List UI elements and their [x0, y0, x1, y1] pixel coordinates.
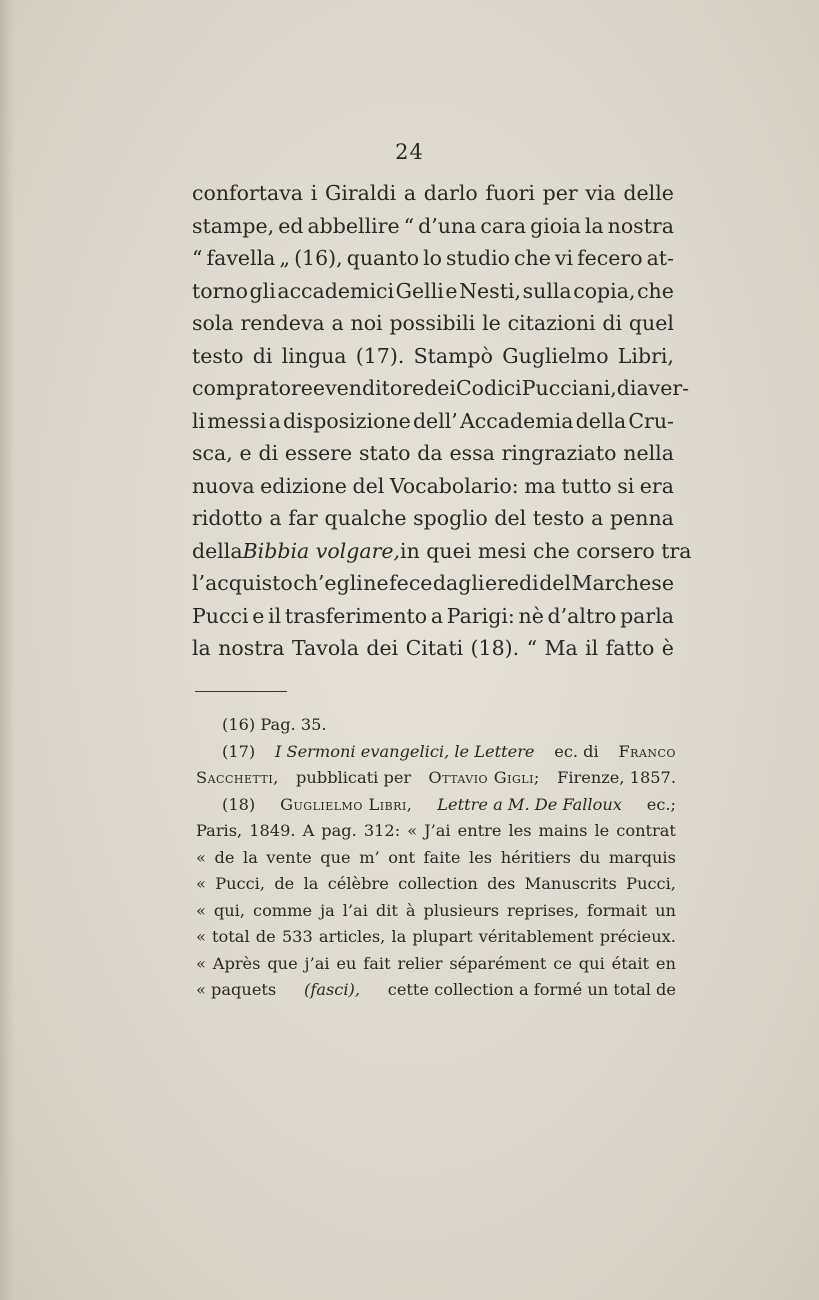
word: le — [594, 821, 610, 840]
word: « — [407, 821, 418, 840]
word: far — [288, 506, 318, 530]
text-line — [192, 437, 674, 470]
word: a — [331, 311, 344, 335]
word: del — [539, 571, 571, 595]
word: e — [445, 278, 458, 303]
footnotes — [196, 712, 676, 1004]
word: « — [196, 927, 206, 946]
footnote-18-cont — [196, 977, 676, 1004]
word: la — [192, 636, 211, 660]
word: célèbre — [327, 874, 389, 893]
word: torno — [192, 278, 248, 303]
page-number: 24 — [395, 140, 424, 164]
word: ringraziato — [501, 441, 617, 465]
word: della — [575, 408, 627, 433]
text-line — [192, 307, 674, 340]
word: Gelli — [395, 278, 444, 303]
footnote-18 — [196, 792, 676, 819]
word: e — [312, 376, 326, 400]
word: entre — [457, 821, 502, 840]
word: pag. — [321, 821, 357, 840]
word: 1849. — [249, 821, 296, 840]
word: « — [196, 847, 206, 867]
word: des — [487, 874, 516, 893]
word: Citati — [405, 636, 464, 660]
word: Marchese — [571, 571, 674, 595]
text-line — [192, 632, 674, 665]
word: 533 — [281, 927, 313, 946]
word: l’acquisto — [192, 571, 293, 595]
word: faite — [423, 847, 461, 867]
word: d’altro — [547, 603, 617, 628]
word: a — [430, 603, 444, 628]
word: e — [239, 441, 252, 465]
word: lo — [423, 246, 442, 270]
word: dei — [366, 636, 399, 660]
word: sulla — [522, 278, 572, 303]
text-line — [192, 372, 690, 405]
word: Pucciani, — [521, 376, 617, 400]
word: rendeva — [240, 311, 325, 335]
word: les — [508, 821, 532, 840]
word: formait — [586, 900, 648, 920]
word: « — [196, 900, 206, 920]
footnote-18-cont — [196, 924, 676, 951]
word: nostra — [218, 636, 285, 660]
word: ne — [363, 571, 389, 595]
word: penna — [610, 506, 674, 530]
word: parla — [620, 603, 674, 628]
footnote-author: Franco — [618, 741, 676, 761]
word: dit — [375, 900, 398, 920]
word: Pucci — [192, 603, 249, 628]
word: at- — [646, 246, 674, 270]
word: collection — [398, 874, 478, 893]
word: « — [196, 874, 206, 893]
word: la — [391, 927, 407, 946]
word: ed — [278, 213, 304, 238]
word: de — [214, 847, 235, 867]
word: studio — [446, 246, 510, 270]
word: fece — [389, 571, 433, 595]
word: j’ai — [304, 953, 330, 973]
word: séparément — [449, 953, 547, 973]
word: Pucci, — [215, 874, 265, 893]
word: ce — [553, 953, 572, 973]
word: dei — [424, 376, 456, 400]
footnote-title: Lettre a M. De Falloux — [437, 794, 622, 814]
word: „ — [279, 246, 291, 270]
footnote-editor: Ottavio Gigli; — [428, 768, 540, 787]
page-edge-shadow — [0, 0, 14, 1300]
word: m’ — [359, 847, 380, 867]
word: qui, — [213, 900, 246, 920]
text-line — [192, 405, 674, 438]
text-line — [192, 567, 674, 600]
word: était — [611, 953, 650, 973]
word: fuori — [485, 181, 535, 205]
word: darlo — [423, 181, 478, 205]
word: ridotto — [192, 506, 263, 530]
footnote-17 — [196, 739, 676, 766]
word: citazioni — [507, 311, 596, 335]
word: vente — [266, 847, 312, 867]
word: si — [617, 473, 635, 498]
word: total — [212, 927, 250, 946]
footnote-text: cette collection a formé un total de — [387, 980, 676, 999]
word: articles, — [318, 927, 386, 946]
word: (18). — [470, 636, 520, 660]
word: Accademia — [459, 408, 574, 433]
word: véritablement — [478, 927, 594, 946]
footnote-text: pubblicati per — [296, 768, 412, 787]
word: fait — [363, 953, 391, 973]
word: Codici — [455, 376, 522, 400]
word: nè — [518, 603, 544, 628]
word: a — [591, 506, 604, 530]
text-segment: della — [192, 538, 243, 563]
word: du — [579, 847, 601, 867]
word: essa — [449, 441, 495, 465]
word: nella — [623, 441, 674, 465]
word: che — [637, 278, 674, 303]
word: « — [196, 953, 206, 973]
word: Tavola — [291, 636, 359, 660]
footnote-text: ec.; — [646, 794, 676, 814]
text-line — [192, 275, 674, 308]
word: di — [602, 311, 623, 335]
word: marquis — [608, 847, 676, 867]
footnote-16 — [196, 712, 676, 739]
word: venditore — [325, 376, 425, 400]
word: Guglielmo — [502, 343, 609, 368]
word: trasferimento — [284, 603, 428, 628]
word: Ma — [544, 636, 578, 660]
word: il — [585, 636, 599, 660]
word: e — [252, 603, 265, 628]
word: dagli — [432, 571, 485, 595]
text-line-mixed — [192, 535, 692, 568]
word: sca, — [192, 441, 233, 465]
word: 312: — [363, 821, 401, 840]
italic-title: Bibbia volgare, — [242, 538, 401, 563]
main-text — [192, 177, 692, 665]
word: testo — [532, 506, 585, 530]
footnote-text: ec. di — [554, 741, 599, 761]
word: la — [243, 847, 258, 867]
word: (17). — [355, 343, 405, 368]
word: delle — [623, 181, 674, 205]
word: messi — [207, 408, 267, 433]
word: le — [482, 311, 501, 335]
word: Manuscrits — [524, 874, 617, 893]
word: les — [469, 847, 493, 867]
word: confortava — [192, 181, 304, 205]
footnote-18-cont — [196, 818, 676, 845]
word: spoglio — [413, 506, 488, 530]
word: relier — [397, 953, 443, 973]
word: “ — [403, 213, 415, 238]
word: J’ai — [424, 821, 451, 840]
word: a — [268, 408, 281, 433]
word: reprises, — [507, 900, 579, 920]
word: via — [585, 181, 616, 205]
word: contrat — [616, 821, 676, 840]
word: Giraldi — [324, 181, 397, 205]
word: del — [352, 473, 385, 498]
text-line — [192, 502, 674, 535]
word: A — [302, 821, 315, 840]
word: plupart — [412, 927, 473, 946]
word: un — [655, 900, 676, 920]
word: Parigi: — [446, 603, 515, 628]
word: copia, — [573, 278, 636, 303]
word: qui — [578, 953, 605, 973]
word: accademici — [277, 278, 395, 303]
word: li — [192, 408, 206, 433]
word: disposizione — [283, 408, 411, 433]
word: lingua — [281, 343, 347, 368]
word: vi — [554, 246, 574, 270]
word: d’una — [418, 213, 477, 238]
word: “ — [192, 246, 203, 270]
word: compratore — [192, 376, 313, 400]
word: aver- — [636, 376, 690, 400]
footnote-18-cont — [196, 845, 676, 872]
footnote-text: (16) Pag. 35. — [222, 715, 327, 734]
word: sola — [192, 311, 234, 335]
word: ja — [320, 900, 335, 920]
footnote-separator — [195, 691, 287, 692]
word: Stampò — [413, 343, 494, 368]
word: possibili — [389, 311, 476, 335]
word: à — [405, 900, 416, 920]
footnote-italic: (fasci), — [304, 980, 360, 999]
footnote-title: I Sermoni evangelici, le Lettere — [274, 741, 535, 761]
word: “ — [526, 636, 538, 660]
word: ont — [388, 847, 415, 867]
word: nuova — [192, 473, 255, 498]
word: gioia — [530, 213, 581, 238]
word: que — [267, 953, 298, 973]
word: a — [403, 181, 417, 205]
word: qualche — [324, 506, 407, 530]
text-line — [192, 600, 674, 633]
word: eredi — [484, 571, 539, 595]
text-line — [192, 177, 674, 210]
word: Libri, — [617, 343, 674, 368]
word: quel — [628, 311, 674, 335]
word: Cru- — [628, 408, 674, 433]
word: quanto — [346, 246, 420, 270]
word: il — [268, 603, 282, 628]
footnote-author: Sacchetti, — [196, 768, 279, 787]
word: eu — [336, 953, 357, 973]
word: testo — [192, 343, 244, 368]
word: ma — [524, 473, 556, 498]
word: essere — [284, 441, 353, 465]
word: di — [258, 441, 279, 465]
text-segment: in quei mesi che corsero tra — [400, 538, 692, 563]
word: fatto — [605, 636, 655, 660]
word: cara — [480, 213, 527, 238]
footnote-18-cont — [196, 871, 676, 898]
word: ch’egli — [293, 571, 363, 595]
word: edizione — [260, 473, 347, 498]
text-line — [192, 242, 674, 275]
word: la — [303, 874, 319, 893]
word: Nesti, — [459, 278, 522, 303]
word: de — [274, 874, 295, 893]
word: i — [310, 181, 318, 205]
word: stato — [358, 441, 411, 465]
word: del — [494, 506, 527, 530]
word: gli — [249, 278, 276, 303]
word: mains — [538, 821, 588, 840]
footnote-18-cont — [196, 898, 676, 925]
footnote-number: (17) — [222, 741, 256, 761]
word: (16), — [294, 246, 343, 270]
word: favella — [206, 246, 276, 270]
word: di — [252, 343, 273, 368]
word: abbellire — [307, 213, 400, 238]
text-line — [192, 210, 674, 243]
footnote-17-cont — [196, 765, 676, 792]
word: comme — [253, 900, 313, 920]
word: plusieurs — [423, 900, 500, 920]
word: stampe, — [192, 213, 275, 238]
word: è — [661, 636, 674, 660]
word: Paris, — [196, 821, 243, 840]
word: Après — [212, 953, 261, 973]
word: l’ai — [342, 900, 368, 920]
word: précieux. — [599, 927, 676, 946]
word: la — [584, 213, 604, 238]
word: era — [639, 473, 674, 498]
word: da — [417, 441, 443, 465]
footnote-18-cont — [196, 951, 676, 978]
word: dell’ — [412, 408, 458, 433]
word: che — [514, 246, 551, 270]
footnote-author: Guglielmo Libri, — [280, 794, 413, 814]
word: fecero — [577, 246, 643, 270]
word: nostra — [607, 213, 674, 238]
word: noi — [350, 311, 383, 335]
word: per — [542, 181, 578, 205]
footnote-number: (18) — [222, 794, 256, 814]
word: que — [320, 847, 351, 867]
word: Vocabolario: — [389, 473, 519, 498]
word: a — [269, 506, 282, 530]
text-line — [192, 470, 674, 503]
word: en — [655, 953, 676, 973]
footnote-text: Firenze, 1857. — [557, 768, 676, 787]
word: de — [255, 927, 276, 946]
word: di — [616, 376, 637, 400]
word: Pucci, — [626, 874, 676, 893]
word: tutto — [561, 473, 612, 498]
footnote-text: « paquets — [196, 980, 277, 999]
text-line — [192, 340, 674, 373]
word: héritiers — [500, 847, 571, 867]
